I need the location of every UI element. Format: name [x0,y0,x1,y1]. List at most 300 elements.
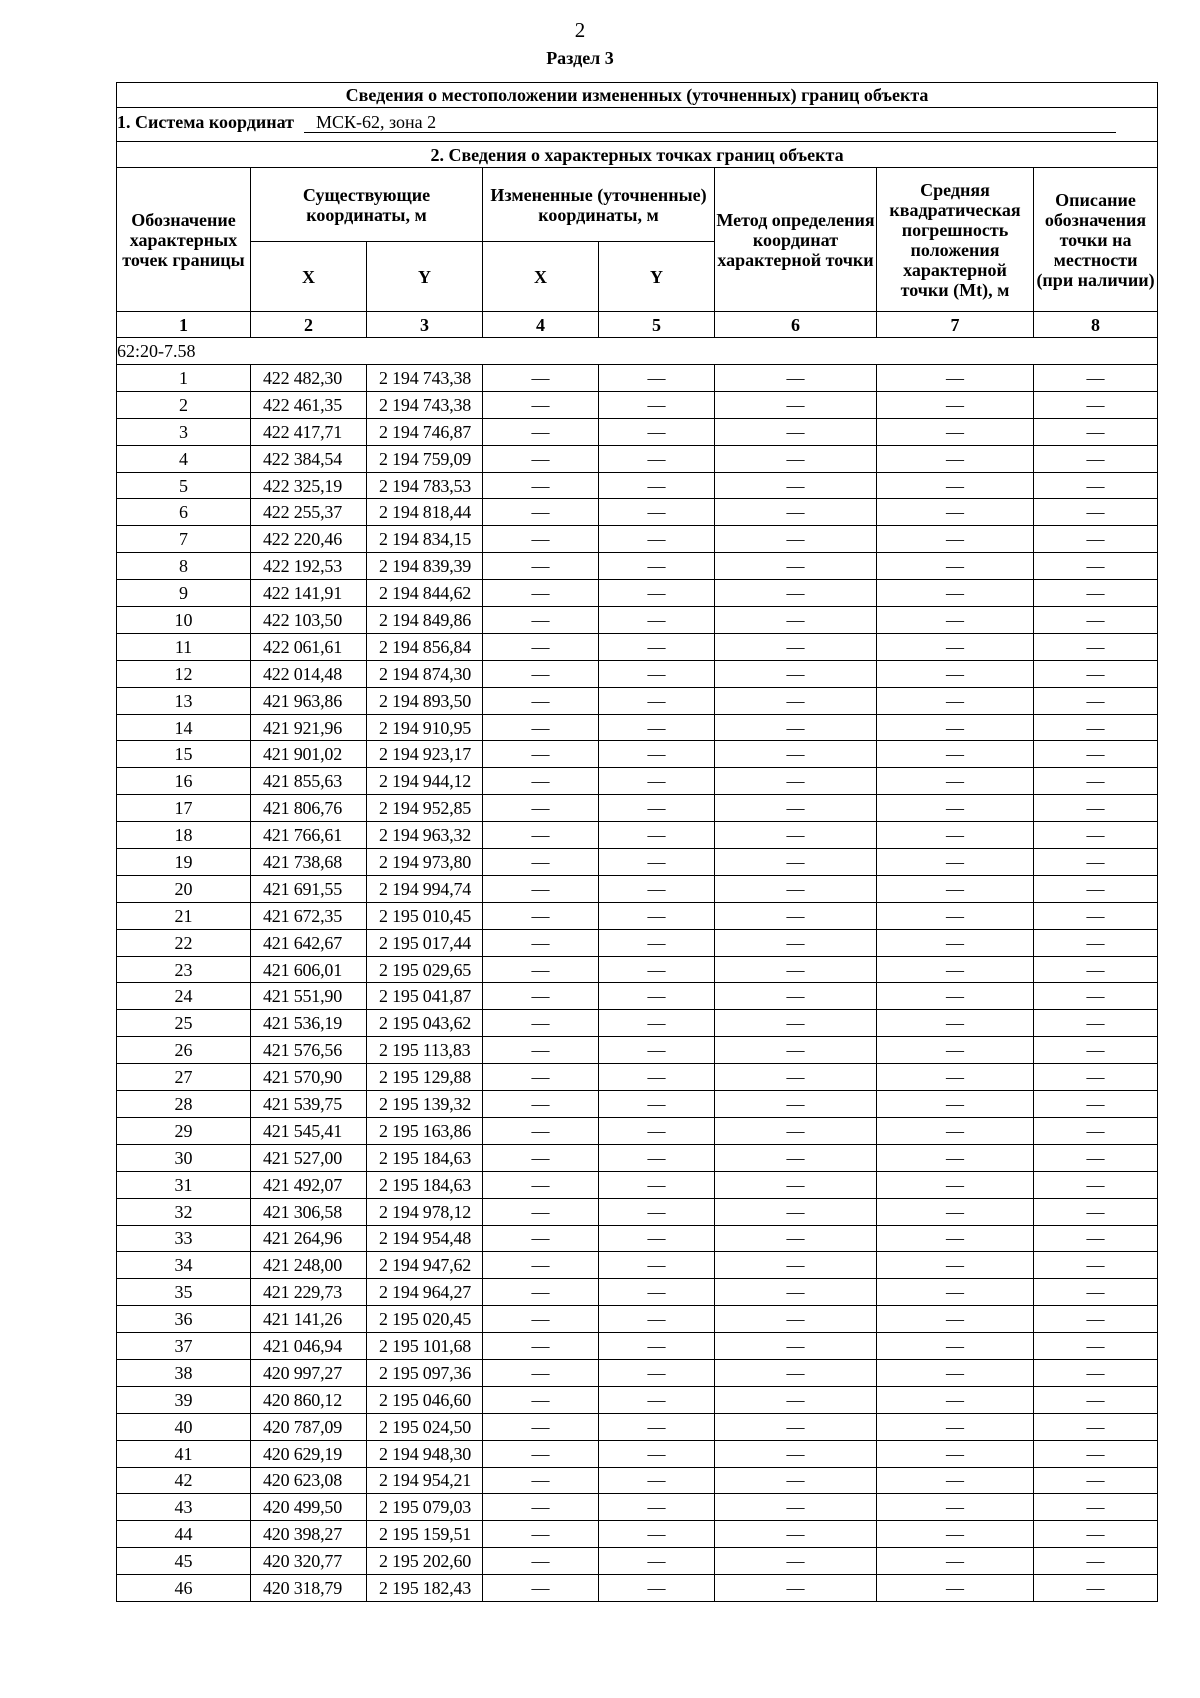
existing-x: 422 141,91 [251,580,367,607]
description: — [1034,1521,1158,1548]
method: — [715,1521,877,1548]
mean-error: — [877,365,1034,392]
point-number: 43 [117,1494,251,1521]
table-row [117,365,1158,392]
table-row [117,1467,1158,1494]
existing-x: 420 398,27 [251,1521,367,1548]
existing-x: 420 499,50 [251,1494,367,1521]
point-number: 16 [117,768,251,795]
mean-error: — [877,660,1034,687]
table-row [117,1494,1158,1521]
changed-x: — [483,472,599,499]
changed-y: — [599,1359,715,1386]
existing-y: 2 194 874,30 [367,660,483,687]
mean-error: — [877,526,1034,553]
description: — [1034,956,1158,983]
existing-x: 422 103,50 [251,607,367,634]
changed-x: — [483,1575,599,1602]
method: — [715,1306,877,1333]
changed-y: — [599,1494,715,1521]
changed-y: — [599,445,715,472]
mean-error: — [877,1440,1034,1467]
existing-x: 422 461,35 [251,391,367,418]
point-number: 44 [117,1521,251,1548]
mean-error: — [877,1117,1034,1144]
point-number: 26 [117,1037,251,1064]
method: — [715,1171,877,1198]
mean-error: — [877,983,1034,1010]
method: — [715,445,877,472]
existing-y: 2 194 947,62 [367,1252,483,1279]
column-number: 7 [877,312,1034,338]
table-row [117,580,1158,607]
table-row [117,607,1158,634]
table-row [117,1064,1158,1091]
description: — [1034,1548,1158,1575]
existing-y: 2 194 743,38 [367,365,483,392]
mean-error: — [877,580,1034,607]
mean-error: — [877,1413,1034,1440]
point-number: 9 [117,580,251,607]
point-number: 7 [117,526,251,553]
mean-error: — [877,1333,1034,1360]
column-number: 2 [251,312,367,338]
changed-y: — [599,607,715,634]
point-number: 20 [117,875,251,902]
column-number: 4 [483,312,599,338]
existing-y: 2 194 743,38 [367,391,483,418]
changed-x: — [483,1037,599,1064]
changed-x: — [483,875,599,902]
existing-y: 2 195 017,44 [367,929,483,956]
existing-y: 2 194 923,17 [367,741,483,768]
changed-y: — [599,553,715,580]
existing-y: 2 195 097,36 [367,1359,483,1386]
changed-y: — [599,1440,715,1467]
points-section-title: 2. Сведения о характерных точках границ объекта [117,142,1158,168]
mean-error: — [877,1064,1034,1091]
existing-y: 2 195 024,50 [367,1413,483,1440]
point-number: 21 [117,902,251,929]
point-number: 4 [117,445,251,472]
existing-y: 2 195 041,87 [367,983,483,1010]
changed-x: — [483,445,599,472]
page-number: 2 [574,18,586,42]
changed-x: — [483,1521,599,1548]
method: — [715,1144,877,1171]
point-number: 11 [117,633,251,660]
point-number: 40 [117,1413,251,1440]
existing-y: 2 194 893,50 [367,687,483,714]
existing-x: 421 855,63 [251,768,367,795]
existing-y: 2 194 948,30 [367,1440,483,1467]
changed-y: — [599,365,715,392]
method: — [715,391,877,418]
description: — [1034,795,1158,822]
point-number: 22 [117,929,251,956]
method: — [715,1548,877,1575]
existing-y: 2 194 954,21 [367,1467,483,1494]
table-row [117,472,1158,499]
table-row [117,768,1158,795]
changed-x: — [483,1064,599,1091]
changed-x: — [483,714,599,741]
existing-y: 2 195 079,03 [367,1494,483,1521]
changed-y: — [599,472,715,499]
method: — [715,418,877,445]
existing-y: 2 195 029,65 [367,956,483,983]
mean-error: — [877,741,1034,768]
mean-error: — [877,1521,1034,1548]
changed-x: — [483,418,599,445]
method: — [715,768,877,795]
point-number: 25 [117,1010,251,1037]
point-number: 33 [117,1225,251,1252]
changed-y: — [599,1333,715,1360]
existing-y: 2 194 834,15 [367,526,483,553]
mean-error: — [877,687,1034,714]
existing-y: 2 194 964,27 [367,1279,483,1306]
description: — [1034,768,1158,795]
point-number: 14 [117,714,251,741]
description: — [1034,499,1158,526]
existing-y: 2 194 963,32 [367,822,483,849]
existing-y: 2 195 139,32 [367,1091,483,1118]
method: — [715,1386,877,1413]
header-point-designation: Обозначение характерных точек границы [117,168,251,312]
mean-error: — [877,1010,1034,1037]
coord-system-row [117,108,1158,142]
point-number: 31 [117,1171,251,1198]
changed-y: — [599,1037,715,1064]
changed-x: — [483,1359,599,1386]
mean-error: — [877,391,1034,418]
existing-x: 421 921,96 [251,714,367,741]
method: — [715,499,877,526]
column-number: 1 [117,312,251,338]
existing-x: 421 536,19 [251,1010,367,1037]
column-number: 8 [1034,312,1158,338]
existing-y: 2 195 010,45 [367,902,483,929]
existing-x: 422 192,53 [251,553,367,580]
existing-x: 422 417,71 [251,418,367,445]
existing-y: 2 194 856,84 [367,633,483,660]
changed-y: — [599,849,715,876]
existing-x: 421 539,75 [251,1091,367,1118]
mean-error: — [877,633,1034,660]
table-row [117,499,1158,526]
mean-error: — [877,795,1034,822]
table-row [117,1548,1158,1575]
changed-y: — [599,902,715,929]
table-row [117,875,1158,902]
changed-y: — [599,956,715,983]
changed-x: — [483,822,599,849]
existing-x: 421 527,00 [251,1144,367,1171]
table-row [117,1198,1158,1225]
table-row [117,1252,1158,1279]
description: — [1034,1333,1158,1360]
existing-y: 2 194 849,86 [367,607,483,634]
table-row [117,1091,1158,1118]
description: — [1034,526,1158,553]
existing-x: 420 318,79 [251,1575,367,1602]
existing-y: 2 194 954,48 [367,1225,483,1252]
existing-x: 421 672,35 [251,902,367,929]
existing-y: 2 194 910,95 [367,714,483,741]
mean-error: — [877,1091,1034,1118]
mean-error: — [877,1279,1034,1306]
changed-x: — [483,956,599,983]
table-row [117,633,1158,660]
changed-x: — [483,1117,599,1144]
description: — [1034,1386,1158,1413]
existing-y: 2 195 184,63 [367,1171,483,1198]
existing-x: 421 306,58 [251,1198,367,1225]
changed-x: — [483,526,599,553]
parcel-id: 62:20-7.58 [117,338,1158,365]
column-number: 6 [715,312,877,338]
method: — [715,822,877,849]
table-row [117,1117,1158,1144]
changed-y: — [599,741,715,768]
changed-y: — [599,526,715,553]
existing-x: 421 691,55 [251,875,367,902]
changed-y: — [599,1386,715,1413]
changed-x: — [483,499,599,526]
mean-error: — [877,1171,1034,1198]
table-title: Сведения о местоположении измененных (уточненных) границ объекта [117,83,1158,108]
changed-y: — [599,1575,715,1602]
method: — [715,875,877,902]
point-number: 30 [117,1144,251,1171]
mean-error: — [877,472,1034,499]
header-existing-coords: Существующие координаты, м [251,168,483,242]
changed-x: — [483,1386,599,1413]
mean-error: — [877,1252,1034,1279]
changed-y: — [599,822,715,849]
point-number: 17 [117,795,251,822]
changed-x: — [483,1091,599,1118]
existing-x: 420 623,08 [251,1467,367,1494]
table-row [117,1521,1158,1548]
existing-y: 2 194 994,74 [367,875,483,902]
mean-error: — [877,1306,1034,1333]
mean-error: — [877,1037,1034,1064]
changed-y: — [599,1117,715,1144]
header-changed-coords: Измененные (уточненные) координаты, м [483,168,715,242]
existing-y: 2 194 746,87 [367,418,483,445]
method: — [715,1010,877,1037]
table-row [117,418,1158,445]
method: — [715,580,877,607]
mean-error: — [877,956,1034,983]
header-existing-x: X [251,242,367,312]
table-row [117,1144,1158,1171]
changed-x: — [483,768,599,795]
description: — [1034,1440,1158,1467]
description: — [1034,1144,1158,1171]
existing-x: 421 738,68 [251,849,367,876]
method: — [715,1037,877,1064]
method: — [715,1494,877,1521]
existing-x: 421 766,61 [251,822,367,849]
mean-error: — [877,1144,1034,1171]
mean-error: — [877,1225,1034,1252]
existing-x: 421 141,26 [251,1306,367,1333]
existing-x: 421 545,41 [251,1117,367,1144]
existing-y: 2 194 952,85 [367,795,483,822]
method: — [715,1467,877,1494]
column-number: 5 [599,312,715,338]
method: — [715,1333,877,1360]
description: — [1034,714,1158,741]
changed-x: — [483,849,599,876]
existing-y: 2 194 839,39 [367,553,483,580]
existing-y: 2 194 759,09 [367,445,483,472]
method: — [715,1252,877,1279]
table-row [117,929,1158,956]
description: — [1034,1225,1158,1252]
point-number: 42 [117,1467,251,1494]
table-row [117,445,1158,472]
existing-y: 2 195 020,45 [367,1306,483,1333]
changed-x: — [483,1010,599,1037]
table-row [117,1359,1158,1386]
method: — [715,1198,877,1225]
method: — [715,1359,877,1386]
description: — [1034,1413,1158,1440]
description: — [1034,660,1158,687]
table-row [117,795,1158,822]
method: — [715,1117,877,1144]
existing-x: 421 264,96 [251,1225,367,1252]
changed-x: — [483,983,599,1010]
changed-y: — [599,1198,715,1225]
changed-y: — [599,1252,715,1279]
section-title: Раздел 3 [546,48,614,68]
table-row [117,553,1158,580]
existing-x: 420 860,12 [251,1386,367,1413]
existing-x: 421 570,90 [251,1064,367,1091]
existing-x: 422 325,19 [251,472,367,499]
description: — [1034,553,1158,580]
existing-x: 421 901,02 [251,741,367,768]
existing-y: 2 194 818,44 [367,499,483,526]
changed-y: — [599,687,715,714]
description: — [1034,1091,1158,1118]
coord-system-label: 1. Система координат [117,112,294,132]
method: — [715,956,877,983]
description: — [1034,1252,1158,1279]
existing-y: 2 195 182,43 [367,1575,483,1602]
point-number: 29 [117,1117,251,1144]
existing-x: 421 606,01 [251,956,367,983]
changed-x: — [483,687,599,714]
point-number: 23 [117,956,251,983]
method: — [715,795,877,822]
method: — [715,929,877,956]
existing-x: 422 061,61 [251,633,367,660]
header-changed-x: X [483,242,599,312]
changed-x: — [483,580,599,607]
changed-y: — [599,660,715,687]
mean-error: — [877,553,1034,580]
changed-y: — [599,1091,715,1118]
mean-error: — [877,768,1034,795]
point-number: 32 [117,1198,251,1225]
method: — [715,660,877,687]
description: — [1034,1037,1158,1064]
changed-y: — [599,1144,715,1171]
table-row [117,391,1158,418]
changed-x: — [483,633,599,660]
existing-x: 421 642,67 [251,929,367,956]
changed-x: — [483,1333,599,1360]
mean-error: — [877,1494,1034,1521]
description: — [1034,822,1158,849]
existing-x: 420 320,77 [251,1548,367,1575]
existing-y: 2 194 978,12 [367,1198,483,1225]
method: — [715,1225,877,1252]
mean-error: — [877,418,1034,445]
table-row [117,902,1158,929]
existing-x: 421 229,73 [251,1279,367,1306]
point-number: 34 [117,1252,251,1279]
mean-error: — [877,822,1034,849]
method: — [715,983,877,1010]
changed-y: — [599,1064,715,1091]
existing-x: 420 629,19 [251,1440,367,1467]
changed-y: — [599,633,715,660]
changed-y: — [599,714,715,741]
existing-x: 421 248,00 [251,1252,367,1279]
point-number: 38 [117,1359,251,1386]
point-number: 5 [117,472,251,499]
changed-y: — [599,1521,715,1548]
mean-error: — [877,499,1034,526]
table-row [117,1333,1158,1360]
mean-error: — [877,875,1034,902]
table-row [117,1575,1158,1602]
changed-y: — [599,580,715,607]
header-method: Метод определения координат характерной точки [715,168,877,312]
existing-y: 2 195 113,83 [367,1037,483,1064]
existing-x: 420 787,09 [251,1413,367,1440]
table-row [117,1225,1158,1252]
method: — [715,472,877,499]
changed-y: — [599,1171,715,1198]
changed-x: — [483,1144,599,1171]
mean-error: — [877,929,1034,956]
mean-error: — [877,902,1034,929]
existing-x: 421 806,76 [251,795,367,822]
changed-x: — [483,1548,599,1575]
changed-y: — [599,795,715,822]
method: — [715,1091,877,1118]
existing-x: 422 255,37 [251,499,367,526]
description: — [1034,365,1158,392]
changed-x: — [483,795,599,822]
table-row [117,1171,1158,1198]
mean-error: — [877,849,1034,876]
table-row [117,956,1158,983]
table-row [117,822,1158,849]
existing-x: 422 482,30 [251,365,367,392]
method: — [715,365,877,392]
description: — [1034,580,1158,607]
point-number: 24 [117,983,251,1010]
